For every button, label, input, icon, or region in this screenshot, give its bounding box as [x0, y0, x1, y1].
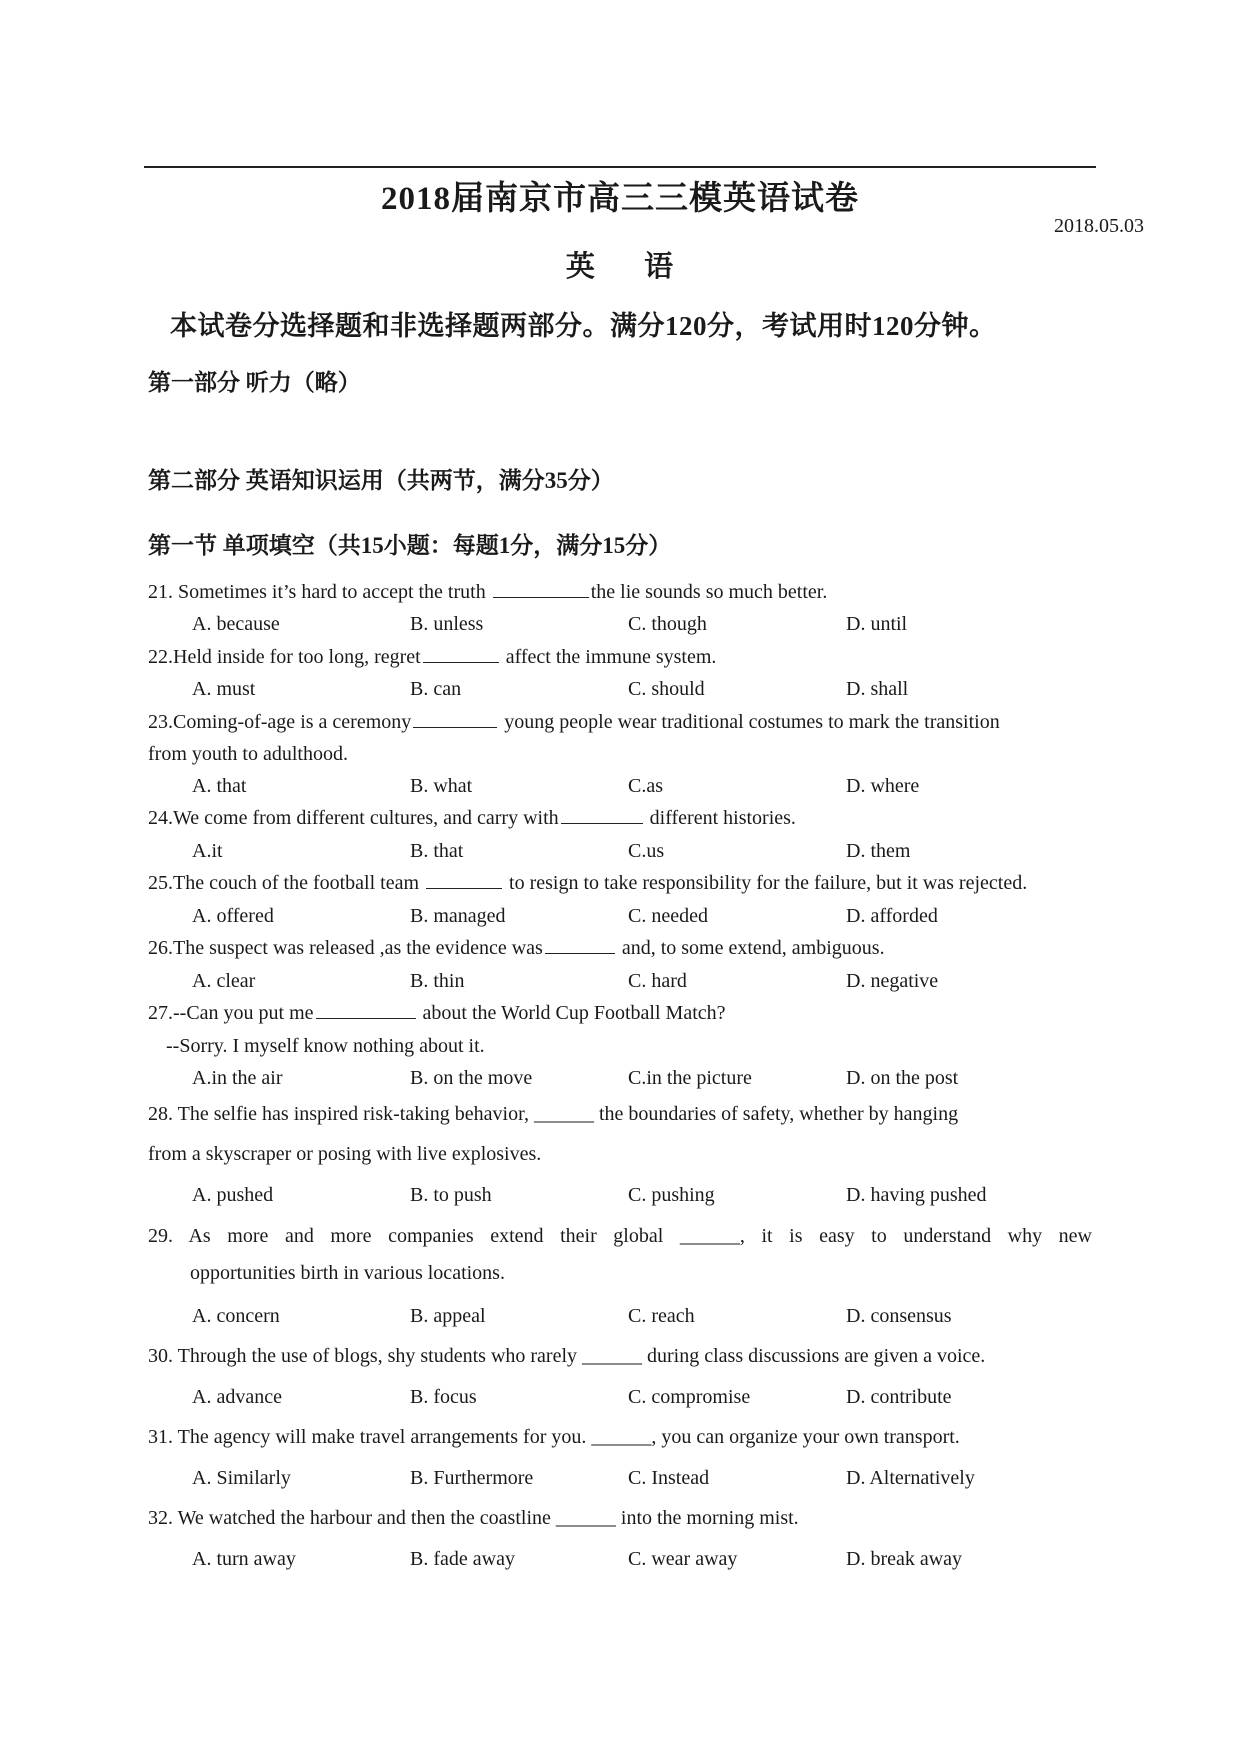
- option-a: A. clear: [192, 970, 256, 992]
- option-a: A. because: [192, 613, 280, 635]
- option-c: C. should: [628, 678, 705, 700]
- question-23: 23.Coming-of-age is a ceremony young people wear traditional costumes to mark the transition: [148, 711, 1000, 733]
- option-c: C. wear away: [628, 1548, 738, 1570]
- header-rule: [144, 166, 1096, 168]
- option-a: A. pushed: [192, 1184, 274, 1206]
- option-b: B. Furthermore: [410, 1467, 534, 1489]
- option-b: B. fade away: [410, 1548, 515, 1570]
- option-d: D. consensus: [846, 1305, 952, 1327]
- option-d: D. where: [846, 775, 920, 797]
- answer-blank: [413, 709, 497, 728]
- option-a: A. concern: [192, 1305, 280, 1327]
- option-b: B. what: [410, 775, 473, 797]
- option-d: D. on the post: [846, 1067, 959, 1089]
- option-b: B. managed: [410, 905, 506, 927]
- subject-heading: 英 语: [565, 251, 675, 283]
- option-b: B. unless: [410, 613, 484, 635]
- question-28-continued: from a skyscraper or posing with live explosives.: [148, 1143, 542, 1165]
- option-a: A. advance: [192, 1386, 282, 1408]
- section1-heading: 第一节 单项填空（共15小题：每题1分，满分15分）: [148, 533, 672, 558]
- answer-blank: [316, 1000, 416, 1019]
- question-25: 25.The couch of the football team to resign to take responsibility for the failure, but it was rejected.: [148, 872, 1028, 894]
- option-c: C. needed: [628, 905, 708, 927]
- question-29: 29. As more and more companies extend their global ______, it is easy to understand why new: [148, 1225, 1092, 1247]
- option-c: C. pushing: [628, 1184, 715, 1206]
- option-a: A. that: [192, 775, 247, 797]
- option-d: D. break away: [846, 1548, 963, 1570]
- option-c: C.us: [628, 840, 665, 862]
- exam-intro: 本试卷分选择题和非选择题两部分。满分120分，考试用时120分钟。: [170, 311, 997, 341]
- option-c: C. Instead: [628, 1467, 710, 1489]
- question-29-continued: opportunities birth in various locations.: [190, 1262, 505, 1284]
- question-27: 27.--Can you put me about the World Cup Football Match?: [148, 1002, 726, 1024]
- question-32: 32. We watched the harbour and then the coastline ______ into the morning mist.: [148, 1507, 799, 1529]
- option-c: C. hard: [628, 970, 687, 992]
- option-a: A. must: [192, 678, 256, 700]
- option-d: D. until: [846, 613, 908, 635]
- answer-blank: [426, 870, 502, 889]
- part1-heading: 第一部分 听力（略）: [148, 370, 361, 395]
- question-22: 22.Held inside for too long, regret affect the immune system.: [148, 646, 717, 668]
- option-c: C. compromise: [628, 1386, 751, 1408]
- question-30: 30. Through the use of blogs, shy students who rarely ______ during class discussions are given a voice.: [148, 1345, 986, 1367]
- answer-blank: [423, 644, 499, 663]
- question-27-reply: --Sorry. I myself know nothing about it.: [166, 1035, 485, 1057]
- option-b: B. can: [410, 678, 462, 700]
- option-b: B. on the move: [410, 1067, 533, 1089]
- option-c: C.in the picture: [628, 1067, 752, 1089]
- option-b: B. that: [410, 840, 464, 862]
- question-24: 24.We come from different cultures, and carry with different histories.: [148, 807, 796, 829]
- option-b: B. focus: [410, 1386, 477, 1408]
- option-a: A. offered: [192, 905, 274, 927]
- option-a: A.it: [192, 840, 223, 862]
- option-c: C.as: [628, 775, 663, 797]
- answer-blank: [561, 805, 643, 824]
- option-d: D. Alternatively: [846, 1467, 975, 1489]
- exam-date: 2018.05.03: [1054, 215, 1144, 237]
- answer-blank: [493, 579, 589, 598]
- question-23-continued: from youth to adulthood.: [148, 743, 348, 765]
- question-21: 21. Sometimes it’s hard to accept the truth the lie sounds so much better.: [148, 581, 828, 603]
- question-26: 26.The suspect was released ,as the evidence was and, to some extend, ambiguous.: [148, 937, 885, 959]
- option-d: D. negative: [846, 970, 939, 992]
- exam-title: 2018届南京市高三三模英语试卷: [381, 181, 859, 217]
- option-d: D. contribute: [846, 1386, 952, 1408]
- option-a: A. turn away: [192, 1548, 296, 1570]
- option-b: B. appeal: [410, 1305, 486, 1327]
- option-b: B. thin: [410, 970, 465, 992]
- option-a: A.in the air: [192, 1067, 283, 1089]
- question-28: 28. The selfie has inspired risk-taking behavior, ______ the boundaries of safety, whether by hanging: [148, 1103, 959, 1125]
- answer-blank: [545, 935, 615, 954]
- option-b: B. to push: [410, 1184, 492, 1206]
- question-31: 31. The agency will make travel arrangements for you. ______, you can organize your own transport.: [148, 1426, 960, 1448]
- option-d: D. afforded: [846, 905, 938, 927]
- option-c: C. reach: [628, 1305, 695, 1327]
- option-d: D. shall: [846, 678, 909, 700]
- option-d: D. having pushed: [846, 1184, 987, 1206]
- part2-heading: 第二部分 英语知识运用（共两节，满分35分）: [148, 468, 614, 493]
- option-a: A. Similarly: [192, 1467, 291, 1489]
- option-d: D. them: [846, 840, 911, 862]
- option-c: C. though: [628, 613, 707, 635]
